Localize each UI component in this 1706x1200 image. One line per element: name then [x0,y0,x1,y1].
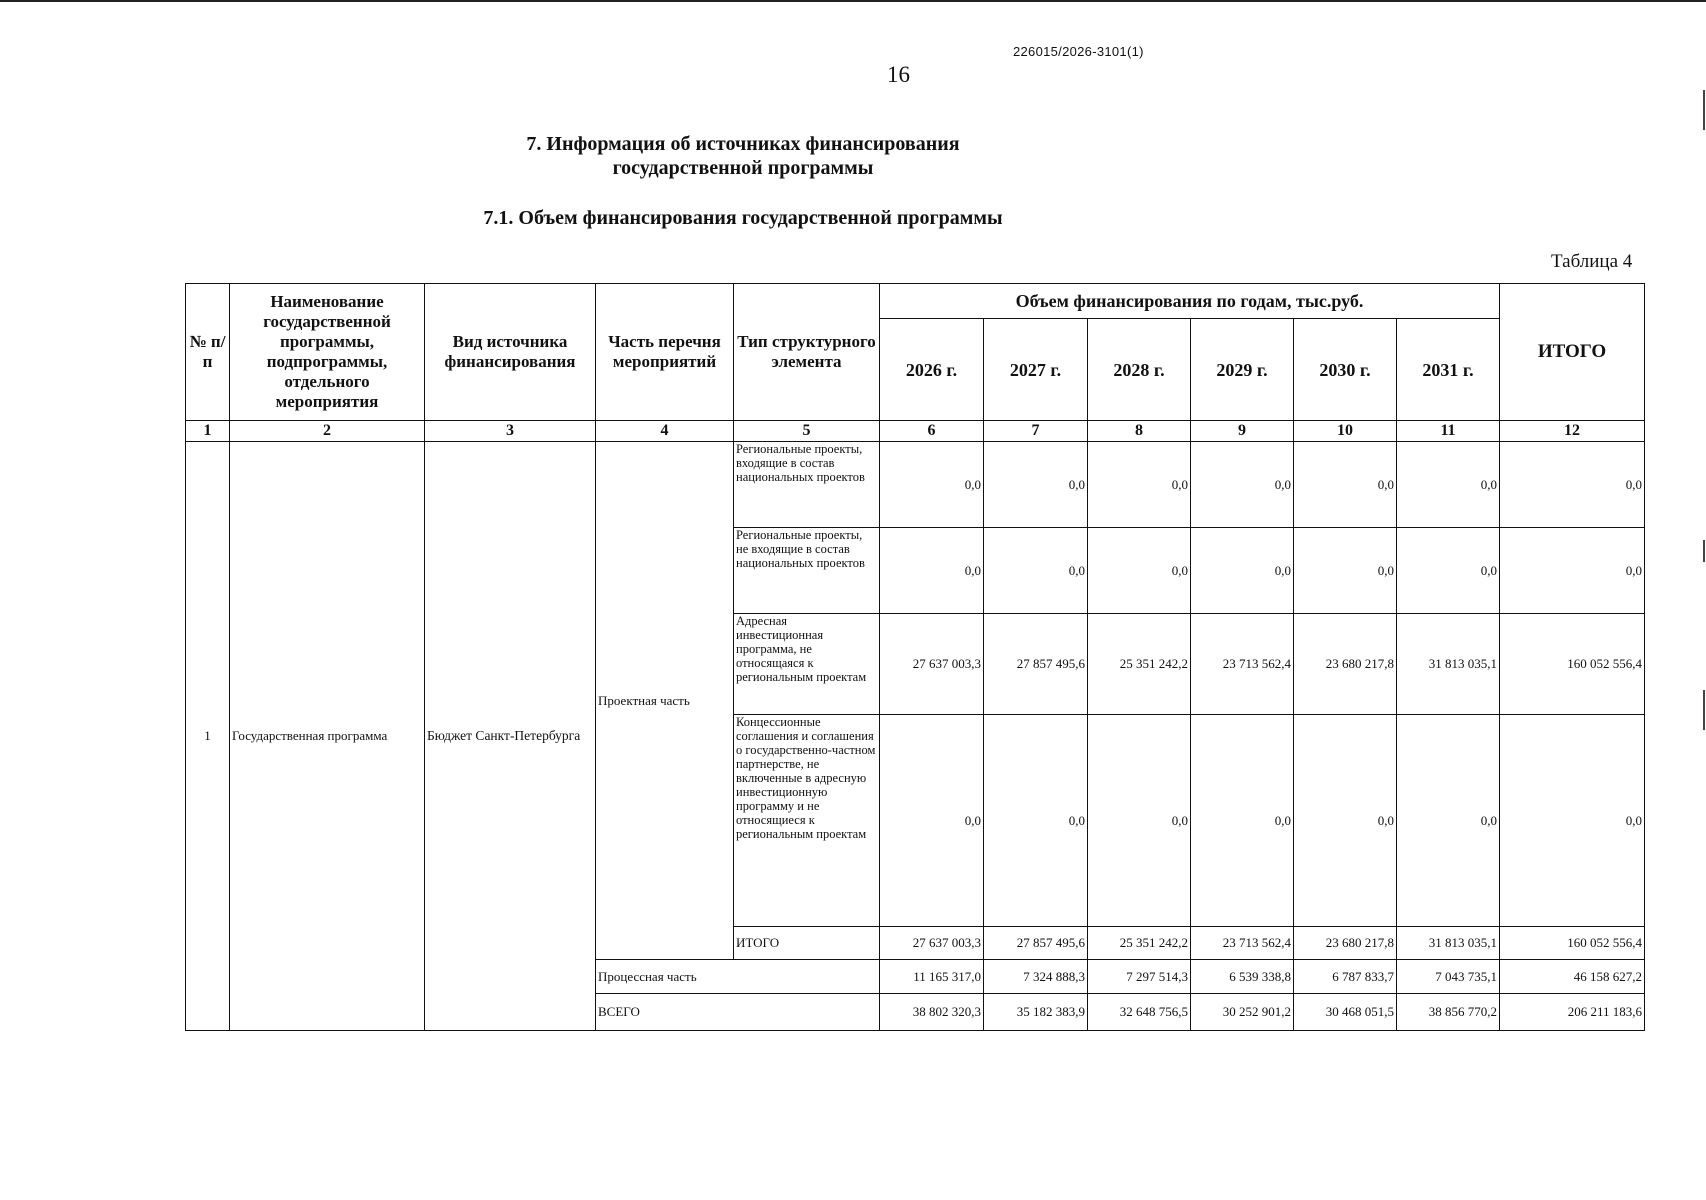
header-row-top [186,284,1645,319]
column-number: 3 [425,421,596,442]
value-cell: 6 539 338,8 [1191,960,1294,994]
value-cell: 38 802 320,3 [880,994,984,1031]
header-year: 2026 г. [880,319,984,421]
header-year: 2028 г. [1088,319,1191,421]
column-number: 12 [1500,421,1645,442]
process-part-label: Процессная часть [596,960,880,994]
value-cell: 23 680 217,8 [1294,614,1397,715]
value-cell: 27 637 003,3 [880,927,984,960]
value-cell: 0,0 [1397,528,1500,614]
subsection-heading: 7.1. Объем финансирования государственной программы [483,207,1003,229]
total-cell: 0,0 [1500,528,1645,614]
column-number: 10 [1294,421,1397,442]
section-heading-line1: 7. Информация об источниках финансирования [526,133,960,155]
funding-source: Бюджет Санкт-Петербурга [425,442,596,1031]
header-volume: Объем финансирования по годам, тыс.руб. [880,284,1500,319]
value-cell: 30 468 051,5 [1294,994,1397,1031]
value-cell: 23 713 562,4 [1191,927,1294,960]
header-num: № п/п [186,284,230,421]
project-part-label: Проектная часть [596,442,734,960]
value-cell: 0,0 [1088,442,1191,528]
column-number: 2 [230,421,425,442]
column-number: 1 [186,421,230,442]
column-number: 11 [1397,421,1500,442]
financing-table [185,283,1645,1031]
value-cell: 0,0 [1191,442,1294,528]
header-name: Наименование государственной программы, подпрограммы, отдельного мероприятия [230,284,425,421]
value-cell: 32 648 756,5 [1088,994,1191,1031]
structural-element-type: Концессионные соглашения и соглашения о государственно-частном партнерстве, не включенные в адресную инвестиционную программу и не относящиеся к региональным проектам [734,715,880,927]
scan-edge-right [1703,90,1705,130]
column-number: 6 [880,421,984,442]
header-year: 2030 г. [1294,319,1397,421]
value-cell: 0,0 [1088,528,1191,614]
total-cell: 206 211 183,6 [1500,994,1645,1031]
total-cell: 160 052 556,4 [1500,927,1645,960]
value-cell: 23 713 562,4 [1191,614,1294,715]
header-source: Вид источника финансирования [425,284,596,421]
scan-edge-right-3 [1703,690,1705,730]
value-cell: 0,0 [1088,715,1191,927]
total-cell: 0,0 [1500,442,1645,528]
value-cell: 0,0 [880,715,984,927]
table-row [186,442,1645,528]
grand-total-label: ВСЕГО [596,994,880,1031]
value-cell: 7 043 735,1 [1397,960,1500,994]
section-heading [0,132,1706,180]
column-number-row [186,421,1645,442]
column-number: 9 [1191,421,1294,442]
value-cell: 23 680 217,8 [1294,927,1397,960]
value-cell: 0,0 [1191,528,1294,614]
scan-edge-top [0,0,1706,2]
value-cell: 6 787 833,7 [1294,960,1397,994]
value-cell: 0,0 [880,528,984,614]
header-part: Часть перечня мероприятий [596,284,734,421]
column-number: 7 [984,421,1088,442]
project-total-label: ИТОГО [734,927,880,960]
program-name: Государственная программа [230,442,425,1031]
column-number: 5 [734,421,880,442]
value-cell: 0,0 [984,528,1088,614]
value-cell: 0,0 [1294,528,1397,614]
value-cell: 7 324 888,3 [984,960,1088,994]
row-index: 1 [186,442,230,1031]
header-total: ИТОГО [1500,284,1645,421]
table-label: Таблица 4 [1551,251,1633,272]
scan-edge-right-2 [1703,540,1705,562]
value-cell: 25 351 242,2 [1088,927,1191,960]
structural-element-type: Региональные проекты, не входящие в состав национальных проектов [734,528,880,614]
column-number: 4 [596,421,734,442]
total-cell: 46 158 627,2 [1500,960,1645,994]
value-cell: 0,0 [984,715,1088,927]
section-heading-line2: государственной программы [612,157,874,179]
page-number: 16 [887,62,910,87]
value-cell: 0,0 [984,442,1088,528]
value-cell: 31 813 035,1 [1397,614,1500,715]
value-cell: 7 297 514,3 [1088,960,1191,994]
header-year: 2031 г. [1397,319,1500,421]
value-cell: 0,0 [1397,715,1500,927]
value-cell: 11 165 317,0 [880,960,984,994]
total-cell: 0,0 [1500,715,1645,927]
value-cell: 38 856 770,2 [1397,994,1500,1031]
header-type: Тип структурного элемента [734,284,880,421]
value-cell: 27 857 495,6 [984,614,1088,715]
value-cell: 0,0 [880,442,984,528]
column-number: 8 [1088,421,1191,442]
header-year: 2027 г. [984,319,1088,421]
value-cell: 0,0 [1191,715,1294,927]
value-cell: 0,0 [1397,442,1500,528]
header-year: 2029 г. [1191,319,1294,421]
document-id: 226015/2026-3101(1) [1013,44,1144,59]
value-cell: 0,0 [1294,442,1397,528]
value-cell: 0,0 [1294,715,1397,927]
total-cell: 160 052 556,4 [1500,614,1645,715]
structural-element-type: Адресная инвестиционная программа, не относящаяся к региональным проектам [734,614,880,715]
structural-element-type: Региональные проекты, входящие в состав национальных проектов [734,442,880,528]
value-cell: 35 182 383,9 [984,994,1088,1031]
value-cell: 30 252 901,2 [1191,994,1294,1031]
value-cell: 25 351 242,2 [1088,614,1191,715]
value-cell: 27 857 495,6 [984,927,1088,960]
value-cell: 27 637 003,3 [880,614,984,715]
value-cell: 31 813 035,1 [1397,927,1500,960]
